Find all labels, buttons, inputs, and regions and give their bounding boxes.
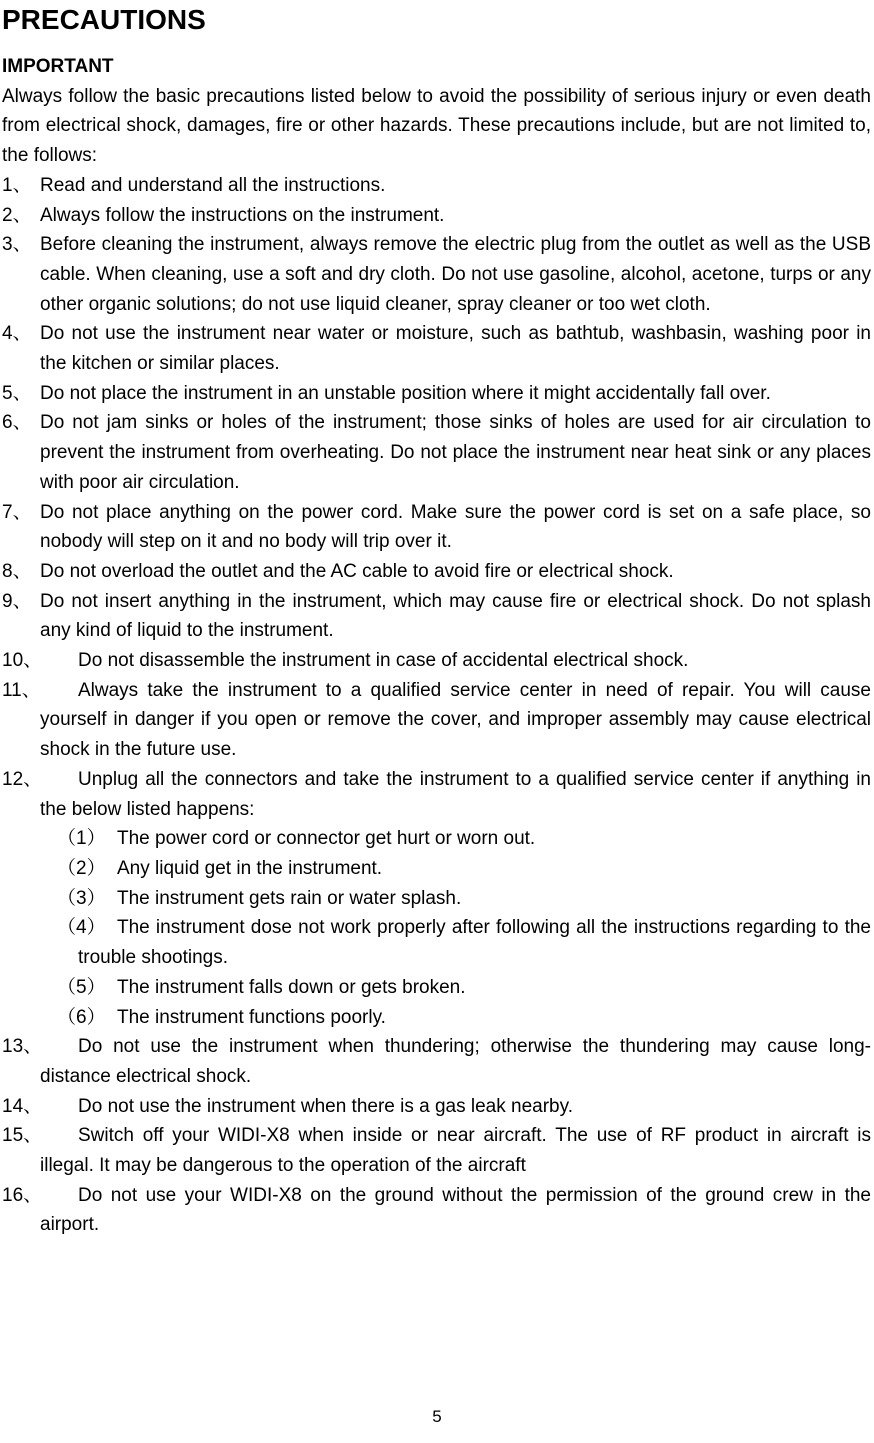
section-heading: IMPORTANT (2, 56, 114, 77)
sub-list-item (2, 913, 871, 972)
page-number: 5 (432, 1407, 442, 1426)
list-item (2, 319, 871, 378)
list-item (2, 201, 871, 231)
list-item (2, 676, 871, 765)
item-text: Do not place the instrument in an unstable position where it might accidentally fall over. (40, 382, 771, 404)
item-number: 3、 (2, 234, 32, 256)
item-number: 8、 (2, 560, 32, 582)
item-number: （4） (57, 917, 106, 939)
list-item (2, 1032, 871, 1091)
item-number: 13、 (2, 1036, 43, 1058)
list-item (2, 1121, 871, 1180)
item-text: Do not overload the outlet and the AC cable to avoid fire or electrical shock. (40, 560, 674, 582)
item-text: Switch off your WIDI-X8 when inside or near aircraft. The use of RF product in aircraft is illegal. It may be dangerous to the operation of the aircraft (40, 1125, 871, 1177)
item-number: 12、 (2, 768, 43, 790)
list-item (2, 587, 871, 646)
item-number: （2） (57, 857, 106, 879)
item-text: Do not place anything on the power cord. Make sure the power cord is set on a safe place, so nobody will step on it and no body will trip over it. (40, 501, 871, 553)
item-number: 14、 (2, 1095, 43, 1117)
item-number: （1） (57, 828, 106, 850)
item-number: 4、 (2, 323, 32, 345)
item-text: Any liquid get in the instrument. (117, 857, 383, 879)
item-text: Do not jam sinks or holes of the instrument; those sinks of holes are used for air circulation to prevent the instrument from overheating. Do not place the instrument near heat sink or any places with poor air circulation. (40, 412, 871, 493)
list-item (2, 408, 871, 497)
item-text: Do not use your WIDI-X8 on the ground without the permission of the ground crew in the airport. (40, 1184, 871, 1236)
item-text: Do not disassemble the instrument in case of accidental electrical shock. (78, 650, 689, 672)
item-number: 7、 (2, 501, 32, 523)
item-text: Do not insert anything in the instrument, which may cause fire or electrical shock. Do not splash any kind of liquid to the instrument. (40, 590, 871, 642)
sub-list-item (2, 854, 871, 884)
item-number: （3） (57, 887, 106, 909)
sub-list-item (2, 824, 871, 854)
list-item (2, 1181, 871, 1240)
item-text: Do not use the instrument when thundering; otherwise the thundering may cause long-distance electrical shock. (40, 1036, 871, 1087)
item-text: The instrument dose not work properly after following all the instructions regarding to the trouble shootings. (78, 917, 871, 969)
sub-list-item (2, 1003, 871, 1033)
item-text: Unplug all the connectors and take the instrument to a qualified service center if anything in the below listed happens: (40, 768, 871, 820)
item-text: The instrument gets rain or water splash. (117, 887, 462, 909)
item-text: The power cord or connector get hurt or worn out. (117, 828, 536, 850)
intro-paragraph: Always follow the basic precautions listed below to avoid the possibility of serious injury or even death from electrical shock, damages, fire or other hazards. These precautions include, but are not limited to, the follows: (2, 85, 871, 167)
item-text: The instrument falls down or gets broken. (117, 976, 466, 998)
list-item (2, 1092, 871, 1122)
item-text: Read and understand all the instructions. (40, 174, 386, 196)
list-item (2, 230, 871, 319)
item-number: 16、 (2, 1184, 43, 1206)
list-item (2, 765, 871, 824)
item-number: 9、 (2, 590, 32, 612)
item-number: （5） (57, 976, 106, 998)
list-item (2, 557, 871, 587)
item-number: （6） (57, 1006, 106, 1028)
item-text: The instrument functions poorly. (117, 1006, 386, 1028)
item-text: Do not use the instrument near water or moisture, such as bathtub, washbasin, washing poor in the kitchen or similar places. (40, 323, 871, 375)
item-number: 15、 (2, 1125, 43, 1147)
item-text: Always follow the instructions on the instrument. (40, 204, 445, 226)
item-number: 2、 (2, 204, 32, 226)
item-text: Before cleaning the instrument, always remove the electric plug from the outlet as well as the USB cable. When cleaning, use a soft and dry cloth. Do not use gasoline, alcohol, acetone, turps or any other organic solutions; do not use liquid cleaner, spray cleaner or too wet cloth. (40, 234, 871, 315)
item-number: 11、 (2, 679, 41, 701)
item-number: 6、 (2, 412, 32, 434)
list-item (2, 498, 871, 557)
list-item (2, 379, 871, 409)
item-number: 5、 (2, 382, 32, 404)
sub-list-item (2, 973, 871, 1003)
item-text: Always take the instrument to a qualified service center in need of repair. You will cause yourself in danger if you open or remove the cover, and improper assembly may cause electrical shock in the future use. (40, 679, 871, 761)
list-item (2, 171, 871, 201)
item-text: Do not use the instrument when there is a gas leak nearby. (78, 1095, 573, 1117)
page-title: PRECAUTIONS (2, 4, 206, 35)
item-number: 1、 (2, 174, 32, 196)
sub-list-item (2, 884, 871, 914)
item-number: 10、 (2, 650, 43, 672)
list-item (2, 646, 871, 676)
